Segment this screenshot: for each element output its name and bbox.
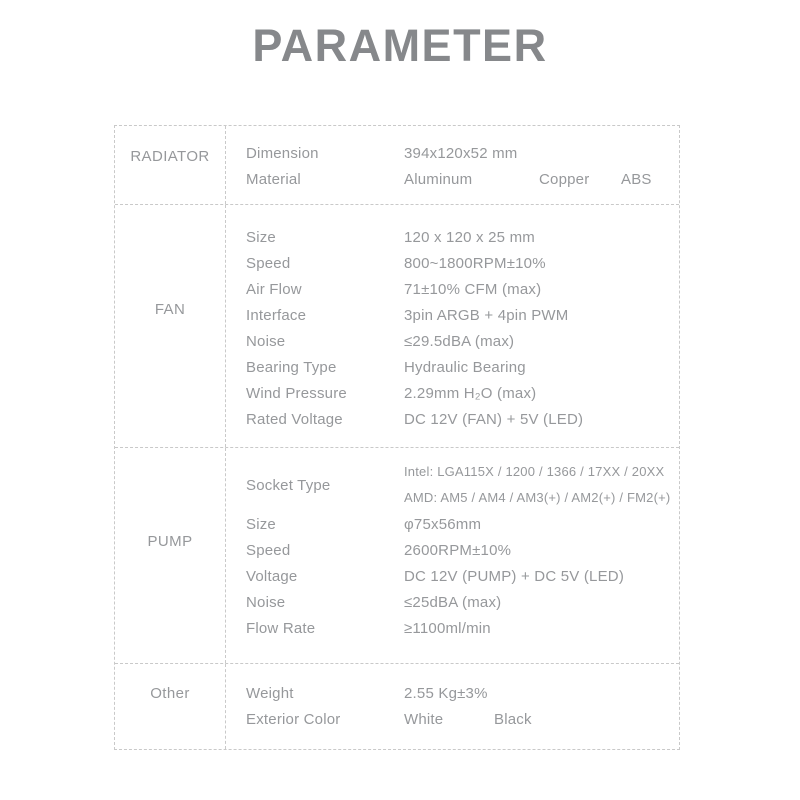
spec-label: Material bbox=[246, 170, 301, 188]
section-label-other bbox=[115, 664, 226, 749]
spec-row-noise bbox=[226, 328, 679, 354]
spec-row-noise bbox=[226, 589, 679, 615]
spec-row-size bbox=[226, 224, 679, 250]
spec-value: Hydraulic Bearing bbox=[404, 358, 526, 376]
spec-value-group bbox=[404, 459, 679, 511]
section-name: RADIATOR bbox=[130, 147, 210, 165]
spec-value: 394x120x52 mm bbox=[404, 144, 518, 162]
section-content-radiator bbox=[226, 126, 679, 204]
spec-value: DC 12V (FAN) + 5V (LED) bbox=[404, 410, 584, 428]
section-name: PUMP bbox=[147, 533, 193, 550]
spec-label: Wind Pressure bbox=[246, 384, 347, 402]
spec-label: Voltage bbox=[246, 567, 298, 585]
section-name: Other bbox=[150, 685, 190, 702]
spec-value: Copper bbox=[539, 170, 590, 188]
spec-value: 120 x 120 x 25 mm bbox=[404, 228, 535, 246]
spec-value: 71±10% CFM (max) bbox=[404, 280, 542, 298]
spec-value: Black bbox=[494, 710, 532, 728]
spec-value: ≥1100ml/min bbox=[404, 619, 491, 637]
spec-row-weight bbox=[226, 680, 679, 706]
spec-row-voltage bbox=[226, 563, 679, 589]
spec-row-flow-rate bbox=[226, 615, 679, 641]
spec-label: Speed bbox=[246, 541, 291, 559]
spec-value-group bbox=[404, 711, 679, 728]
spec-label: Weight bbox=[246, 684, 294, 702]
spec-label: Interface bbox=[246, 306, 307, 324]
spec-row-wind-pressure bbox=[226, 380, 679, 406]
spec-row-exterior-color bbox=[226, 706, 679, 732]
spec-value: 2600RPM±10% bbox=[404, 541, 512, 559]
section-content-pump bbox=[226, 448, 679, 663]
spec-row-bearing-type bbox=[226, 354, 679, 380]
spec-label: Flow Rate bbox=[246, 619, 316, 637]
spec-label: Dimension bbox=[246, 144, 319, 162]
spec-row-material bbox=[226, 166, 679, 192]
section-content-other bbox=[226, 664, 679, 749]
spec-label: Air Flow bbox=[246, 280, 302, 298]
section-label-radiator bbox=[115, 126, 226, 204]
spec-label: Rated Voltage bbox=[246, 410, 343, 428]
spec-row-speed bbox=[226, 250, 679, 276]
spec-label: Size bbox=[246, 515, 276, 533]
spec-value: 2.55 Kg±3% bbox=[404, 684, 488, 702]
spec-label: Bearing Type bbox=[246, 358, 337, 376]
section-name: FAN bbox=[154, 300, 186, 318]
spec-row-interface bbox=[226, 302, 679, 328]
section-content-fan bbox=[226, 205, 679, 447]
spec-value: 800~1800RPM±10% bbox=[404, 254, 546, 272]
spec-label: Exterior Color bbox=[246, 710, 341, 728]
section-label-fan bbox=[115, 205, 226, 447]
spec-value: ≤25dBA (max) bbox=[404, 593, 502, 611]
spec-row-rated-voltage bbox=[226, 406, 679, 432]
spec-row-air-flow bbox=[226, 276, 679, 302]
spec-value: DC 12V (PUMP) + DC 5V (LED) bbox=[404, 567, 625, 585]
spec-value: φ75x56mm bbox=[404, 515, 482, 533]
spec-value: Aluminum bbox=[404, 170, 473, 188]
section-pump bbox=[115, 447, 679, 663]
spec-value-intel: Intel: LGA115X / 1200 / 1366 / 17XX / 20XX bbox=[404, 464, 665, 479]
section-label-pump bbox=[115, 448, 226, 663]
spec-label: Size bbox=[246, 228, 276, 246]
spec-label: Noise bbox=[246, 332, 286, 350]
page-title: PARAMETER bbox=[252, 20, 548, 71]
spec-row-dimension bbox=[226, 140, 679, 166]
spec-row-speed bbox=[226, 537, 679, 563]
spec-value: ≤29.5dBA (max) bbox=[404, 332, 515, 350]
spec-value: 3pin ARGB + 4pin PWM bbox=[404, 306, 569, 324]
spec-value-amd: AMD: AM5 / AM4 / AM3(+) / AM2(+) / FM2(+) bbox=[404, 490, 671, 505]
spec-value-group bbox=[404, 171, 679, 188]
spec-label: Speed bbox=[246, 254, 291, 272]
spec-value: White bbox=[404, 710, 444, 728]
section-other bbox=[115, 663, 679, 749]
spec-label: Noise bbox=[246, 593, 286, 611]
spec-table bbox=[114, 125, 680, 750]
spec-row-size bbox=[226, 511, 679, 537]
spec-label: Socket Type bbox=[246, 476, 331, 494]
spec-value: 2.29mm H₂O (max) bbox=[404, 384, 537, 402]
section-radiator bbox=[115, 126, 679, 204]
spec-value: ABS bbox=[621, 170, 652, 188]
spec-row-socket-type bbox=[226, 459, 679, 511]
section-fan bbox=[115, 204, 679, 447]
